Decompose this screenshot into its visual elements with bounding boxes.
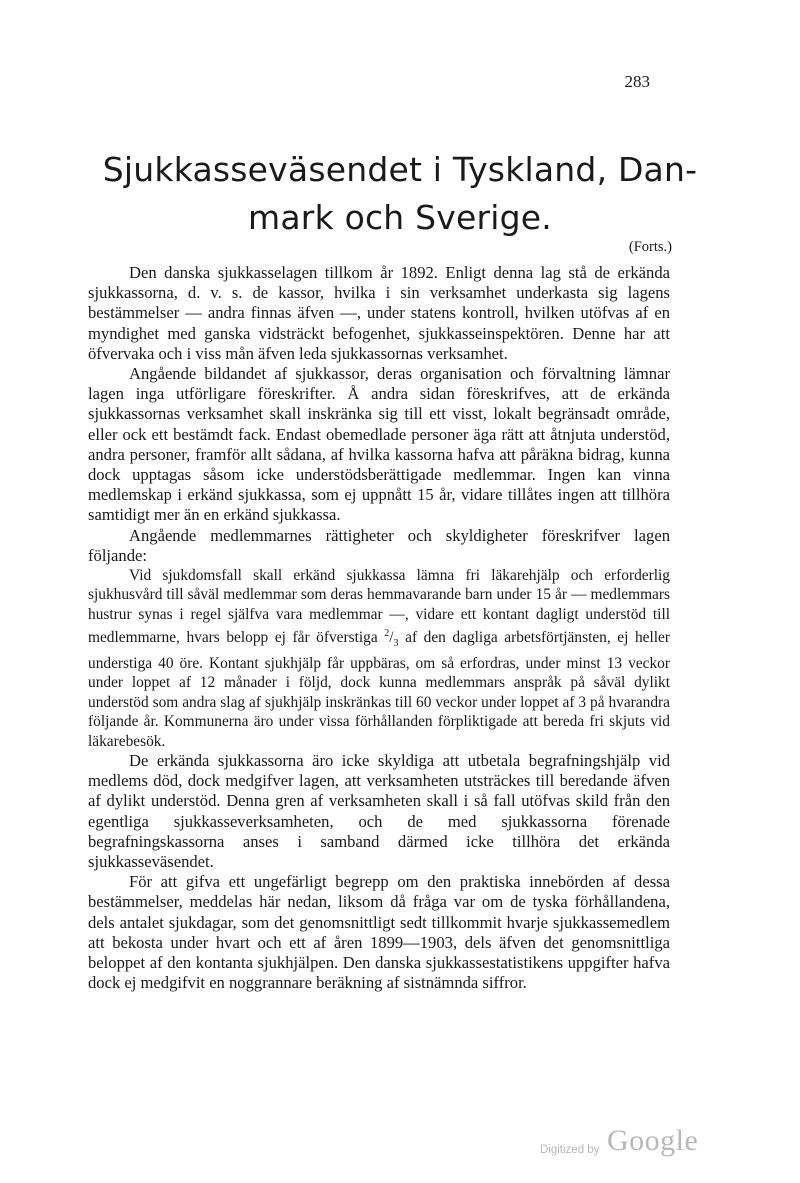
continuation-note: (Forts.) <box>628 239 672 255</box>
article-body <box>88 263 670 993</box>
paragraph-burial-aid: De erkända sjukkassorna äro icke skyldiga att utbetala begrafningshjälp vid medlems död, dock medgifver lagen, att verksamheten utsträckes till beredande äfven af dylikt understöd. Denna gren af verksamheten skall i så fall utöfvas skild från den egentliga sjukkasseverksamheten, och de med sjukkassorna förenade begrafningskassorna anses i samband därmed icke tillhöra det erkända sjukkasseväsendet. <box>88 750 670 871</box>
title-line-2: mark och Sverige. <box>248 198 552 237</box>
title-line-1: Sjukkasseväsendet i Tyskland, Dan- <box>102 150 698 189</box>
paragraph-rights-intro: Angående medlemmarnes rättigheter och skyldigheter föreskrifver lagen följande: <box>88 525 670 565</box>
paragraph-provisions: Vid sjukdomsfall skall erkänd sjukkassa lämna fri läkarehjälp och erforderlig sjukhusvård till såväl medlemmar som deras hemmavarande barn under 15 år — medlemmars hustrur synas i regel själfva vara medlemmar —, vidare ett kontant dagligt understöd till medlemmarne, hvars belopp ej får öfverstiga $^2/_3$ af den dagliga arbetsförtjänsten, ej heller understiga 40 öre. Kontant sjukhjälp får uppbäras, om så erfordras, under minst 13 veckor under loppet af 12 månader i följd, dock kunna medlemmars anspråk på såväl dylikt understöd som andra slag af sjukhjälp inskränkas till 60 veckor under loppet af 3 på hvarandra följande år. Kommunerna äro under vissa förhållanden förpliktigade att bereda fri skjuts vid läkarebesök. <box>88 567 671 750</box>
provision-text-end: af den dagliga arbetsförtjänsten, ej heller understiga 40 öre. Kontant sjukhjälp får uppbäras, om så erfordras, under minst 13 veckor under loppet af 12 månader i följd, dock kunna medlemmars anspråk på såväl dylikt understöd som andra slag af sjukhjälp inskränkas till 60 veckor under loppet af 3 på hvarandra följande år. Kommunerna äro under vissa förhållanden förpliktigade att bereda fri skjuts vid läkarebesök. <box>88 629 671 750</box>
google-logo-icon: Google <box>607 1124 699 1157</box>
paragraph-organisation: Angående bildandet af sjukkassor, deras organisation och förvaltning lämnar lagen inga utförligare föreskrifter. Å andra sidan föreskrifves, att de erkända sjukkassornas verksamhet skall inskränka sig till ett visst, lokalt begränsadt område, eller ock ett bestämdt fack. Endast obemedlade personer äga rätt att åtnjuta understöd, andra personer, framför allt sådana, af hvilka kassorna hafva att påräkna bidrag, kunna dock upptagas såsom icke understödsberättigade medlemmar. Ingen kan vinna medlemskap i erkänd sjukkassa, som ej uppnått 15 år, vidare tillåtes ingen att tillhöra samtidigt mer än en erkänd sjukkassa. <box>88 364 670 525</box>
digitized-watermark <box>540 1122 720 1162</box>
watermark-prefix: Digitized by <box>540 1144 600 1156</box>
provision-text-start: Vid sjukdomsfall skall erkänd sjukkassa lämna fri läkarehjälp och erforderlig sjukhusvård till såväl medlemmar som deras hemmavarande barn under 15 år — medlemmars hustrur synas i regel själfva vara medlemmar —, vidare ett kontant dagligt understöd till medlemmarne, hvars belopp ej får öfverstiga <box>88 567 670 647</box>
paragraph-statistics: För att gifva ett ungefärligt begrepp om den praktiska innebörden af dessa bestämmelser, meddelas här nedan, liksom då fråga var om de tyska förhållandena, dels antalet sjukdagar, som det genomsnittligt sedt tillkommit hvarje sjukkassemedlem att bekosta under hvart och ett af åren 1899—1903, dels äfven det genomsnittliga beloppet af den kontanta sjukhjälpen. Den danska sjukkassestatistikens uppgifter hafva dock ej medgifvit en noggrannare beräkning af sistnämnda siffror. <box>88 872 670 993</box>
fraction-denominator: 3 <box>393 638 399 650</box>
fraction-numerator: 2 <box>384 628 390 640</box>
page-title <box>70 146 730 242</box>
paragraph-law-origin: Den danska sjukkasselagen tillkom år 1892. Enligt denna lag stå de erkända sjukkassorna, d. v. s. de kassor, hvilka i sin verksamhet underkasta sig lagens bestämmelser — andra finnas äfven —, under statens kontroll, hvilken utöfvas af en myndighet med ganska vidsträckt befogenhet, sjukkasseinspektören. Denne har att öfvervaka och i viss mån äfven leda sjukkassornas verksamhet. <box>88 263 670 363</box>
page-number: 283 <box>624 72 650 91</box>
